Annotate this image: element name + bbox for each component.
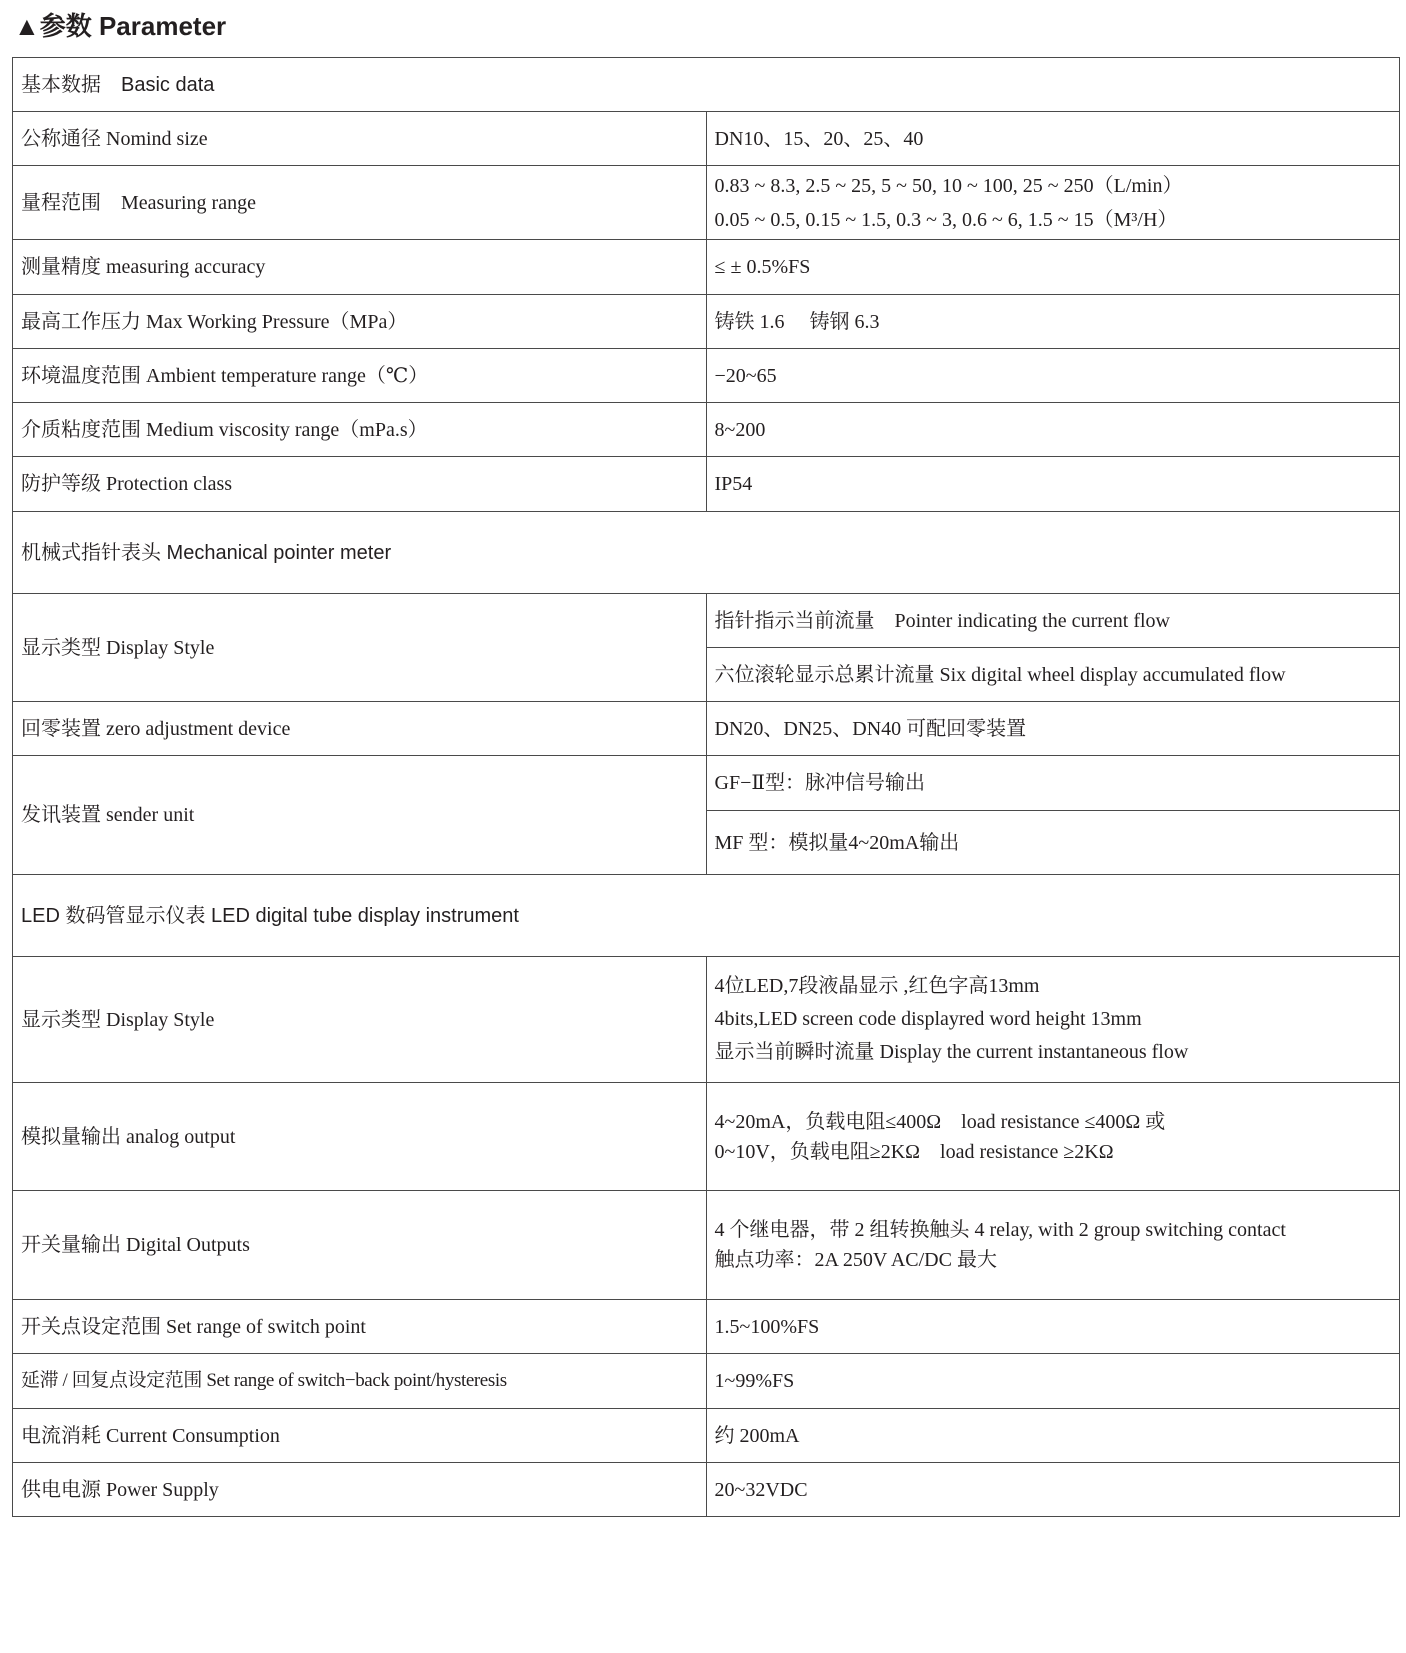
value-line: 4bits,LED screen code displayred word height 13mm <box>714 1008 1142 1030</box>
row-value: 1.5~100%FS <box>706 1300 1400 1354</box>
row-value: IP54 <box>706 457 1400 512</box>
page-title: ▲参数 Parameter <box>14 11 227 41</box>
row-label: 显示类型 Display Style <box>13 594 707 702</box>
section-header-basic-data: 基本数据 Basic data <box>13 58 1400 112</box>
row-value <box>706 1191 1400 1300</box>
table-row <box>13 1300 1400 1354</box>
row-value: −20~65 <box>706 349 1400 403</box>
row-label: 防护等级 Protection class <box>13 457 707 512</box>
table-row <box>13 1463 1400 1517</box>
value-line: 0.05 ~ 0.5, 0.15 ~ 1.5, 0.3 ~ 3, 0.6 ~ 6, 1.5 ~ 15（M³/H） <box>714 208 1178 231</box>
row-value: 铸铁 1.6 铸钢 6.3 <box>706 295 1400 349</box>
table-row <box>13 1083 1400 1191</box>
row-value <box>706 1083 1400 1191</box>
row-label: 电流消耗 Current Consumption <box>13 1409 707 1463</box>
row-value: DN10、15、20、25、40 <box>706 112 1400 166</box>
row-value: 1~99%FS <box>706 1354 1400 1409</box>
row-value: DN20、DN25、DN40 可配回零装置 <box>706 702 1400 756</box>
row-label: 量程范围 Measuring range <box>13 166 707 240</box>
row-value <box>706 166 1400 240</box>
table-row <box>13 594 1400 648</box>
section-header-row <box>13 875 1400 957</box>
table-row <box>13 756 1400 811</box>
value-line: 4 个继电器，带 2 组转换触头 4 relay, with 2 group switching contact <box>714 1219 1286 1241</box>
table-row <box>13 403 1400 457</box>
section-header-row <box>13 512 1400 594</box>
table-row <box>13 702 1400 756</box>
value-line: 0.83 ~ 8.3, 2.5 ~ 25, 5 ~ 50, 10 ~ 100, 25 ~ 250（L/min） <box>714 174 1183 197</box>
value-line: 4~20mA，负载电阻≤400Ω load resistance ≤400Ω 或 <box>714 1110 1166 1133</box>
row-value: MF 型：模拟量4~20mA输出 <box>706 811 1400 875</box>
table-row <box>13 957 1400 1083</box>
row-value: ≤ ± 0.5%FS <box>706 240 1400 295</box>
row-label: 开关量输出 Digital Outputs <box>13 1191 707 1300</box>
parameter-table <box>12 57 1400 1517</box>
table-row <box>13 240 1400 295</box>
row-label: 测量精度 measuring accuracy <box>13 240 707 295</box>
row-value: GF−Ⅱ型：脉冲信号输出 <box>706 756 1400 811</box>
table-row <box>13 1354 1400 1409</box>
value-line: 0~10V，负载电阻≥2KΩ load resistance ≥2KΩ <box>714 1140 1114 1163</box>
row-label: 显示类型 Display Style <box>13 957 707 1083</box>
row-label: 环境温度范围 Ambient temperature range（℃） <box>13 349 707 403</box>
table-row <box>13 295 1400 349</box>
section-header-mechanical-pointer-meter: 机械式指针表头 Mechanical pointer meter <box>13 512 1400 594</box>
value-line: 触点功率：2A 250V AC/DC 最大 <box>714 1249 997 1271</box>
section-header-led-display-instrument: LED 数码管显示仪表 LED digital tube display instrument <box>13 875 1400 957</box>
row-label: 公称通径 Nomind size <box>13 112 707 166</box>
row-label: 发讯装置 sender unit <box>13 756 707 875</box>
row-label: 延滞 / 回复点设定范围 Set range of switch−back point/hysteresis <box>13 1354 707 1409</box>
row-label: 开关点设定范围 Set range of switch point <box>13 1300 707 1354</box>
row-value: 六位滚轮显示总累计流量 Six digital wheel display accumulated flow <box>706 648 1400 702</box>
table-row <box>13 457 1400 512</box>
row-value: 指针指示当前流量 Pointer indicating the current flow <box>706 594 1400 648</box>
table-row <box>13 166 1400 240</box>
row-label: 最高工作压力 Max Working Pressure（MPa） <box>13 295 707 349</box>
row-value: 20~32VDC <box>706 1463 1400 1517</box>
table-row <box>13 1409 1400 1463</box>
row-value: 约 200mA <box>706 1409 1400 1463</box>
value-line: 4位LED,7段液晶显示 ,红色字高13mm <box>714 975 1040 997</box>
row-value <box>706 957 1400 1083</box>
row-label: 模拟量输出 analog output <box>13 1083 707 1191</box>
table-row <box>13 112 1400 166</box>
row-value: 8~200 <box>706 403 1400 457</box>
row-label: 介质粘度范围 Medium viscosity range（mPa.s） <box>13 403 707 457</box>
table-row <box>13 349 1400 403</box>
value-line: 显示当前瞬时流量 Display the current instantaneous flow <box>714 1041 1189 1063</box>
row-label: 供电电源 Power Supply <box>13 1463 707 1517</box>
section-header-row <box>13 58 1400 112</box>
row-label: 回零装置 zero adjustment device <box>13 702 707 756</box>
table-row <box>13 1191 1400 1300</box>
